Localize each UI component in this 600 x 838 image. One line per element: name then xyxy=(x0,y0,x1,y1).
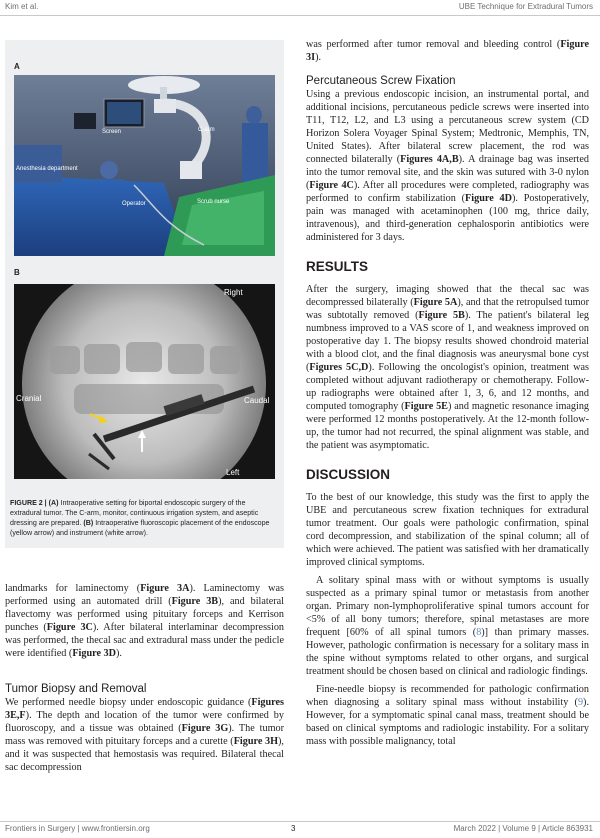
issue-footer: March 2022 | Volume 9 | Article 863931 xyxy=(453,824,593,833)
figure-ref[interactable]: Figure 3C xyxy=(46,622,93,633)
heading-tumor-biopsy: Tumor Biopsy and Removal xyxy=(5,683,147,695)
figure-ref[interactable]: Figure 5E xyxy=(404,401,448,412)
label-right: Right xyxy=(224,288,243,297)
fluoroscopy-image xyxy=(14,284,275,479)
caption-text-a: Intraoperative setting for biportal endoscopic surgery of the extradural tumor. The C-arm, monitor, continuous irrigation system, and aseptic dressing are prepared. xyxy=(10,499,259,527)
figure-ref[interactable]: Figure 3G xyxy=(181,723,229,734)
figure-ref[interactable]: Figure 4D xyxy=(465,193,512,204)
running-title: UBE Technique for Extradural Tumors xyxy=(458,2,593,11)
caption-text-b: Intraoperative fluoroscopic placement of the endoscope (yellow arrow) and instrument (white arrow). xyxy=(10,519,270,537)
footer-rule xyxy=(0,821,600,822)
figure-ref[interactable]: Figures 4A,B xyxy=(400,154,459,165)
page-number: 3 xyxy=(291,824,296,833)
heading-screw-fixation: Percutaneous Screw Fixation xyxy=(306,75,456,87)
label-left: Left xyxy=(226,468,240,477)
paragraph-biopsy: We performed needle biopsy under endoscopic guidance (Figures 3E,F). The depth and location of the tumor were confirmed by fluoroscopy, and a tissue was obtained (Figure 3G). The tumor mass was removed with pituitary forceps and a curette (Figure 3H), and it was suspected that hemostasis was required. Bilateral thecal sac decompression xyxy=(5,697,284,773)
journal-footer: Frontiers in Surgery | www.frontiersin.org xyxy=(5,824,150,833)
paragraph-discussion-1: To the best of our knowledge, this study was the first to apply the UBE and percutaneous screw fixation techniques for extradural tumor treatment. Our goals were pathologic confirmation, spinal cord decompression, and stabilization of the spinal column; all of which were achieved. The patient was satisfied with her dramatically improved clinical symptoms. xyxy=(306,492,589,568)
figure-ref[interactable]: Figure 3H xyxy=(233,736,279,747)
citation-link[interactable]: 8 xyxy=(476,627,482,638)
left-column xyxy=(5,582,284,774)
figure-ref[interactable]: Figure 3I xyxy=(306,39,589,63)
heading-discussion: DISCUSSION xyxy=(306,467,391,482)
heading-results: RESULTS xyxy=(306,259,369,274)
caption-label: FIGURE 2 | xyxy=(10,499,47,507)
figure-ref[interactable]: Figure 3A xyxy=(140,583,190,594)
label-caudal: Caudal xyxy=(244,396,270,405)
figure-ref[interactable]: Figure 3B xyxy=(171,596,219,607)
figure-ref[interactable]: Figure 3D xyxy=(72,648,116,659)
figure-ref[interactable]: Figures 5C,D xyxy=(309,362,369,373)
label-scrub-nurse: Scrub nurse xyxy=(197,199,230,205)
citation-link[interactable]: 9 xyxy=(577,697,584,708)
caption-marker-b: (B) xyxy=(83,519,94,527)
paragraph-discussion-3: Fine-needle biopsy is recommended for pathologic confirmation when diagnosing a solitary spinal mass without instability (9). However, for a symptomatic spinal canal mass, treatment should be based on clinical symptoms and radiologic instability. For a solitary mass with possible malignancy, total xyxy=(306,684,589,747)
paragraph-results: After the surgery, imaging showed that the thecal sac was decompressed bilaterally (Figure 5A), and that the retropulsed tumor was subtotally removed (Figure 5B). The patient's bilateral leg numbness improved to a VAS score of 1, and weakness improved on postoperative day 1. The biopsy results showed chondroid material with a blood clot, and the final diagnosis was aneurysmal bone cyst (Figures 5C,D). Following the oncologist's opinion, treatment was completed without adjuvant radiotherapy or chemotherapy. Follow-up radiographs were obtained after 1, 3, 6, and 12 months, and computed tomography (Figure 5E) and magnetic resonance imaging were performed 12 months postoperatively. At the 12-month follow-up, the tumor had not recurred, the spinal alignment was stable, and the patient was asymptomatic. xyxy=(306,284,590,451)
panel-b-label: B xyxy=(14,268,20,277)
figure-ref[interactable]: Figures 3E,F xyxy=(5,697,284,721)
paragraph-screw-fixation: Using a previous endoscopic incision, an instrumental portal, and additional incisions, percutaneous pedicle screws were inserted into T11, T12, L2, and L3 using a percutaneous screw system (CD Horizon Solera Voyager Spinal System; Medtronic, Memphis, TN, United States). After bilateral screw placement, the rod was connected bilaterally (Figures 4A,B). A drainage bag was inserted into the tumor removal site, and the skin was sutured with 3-0 nylon (Figure 4C). After all procedures were completed, radiography was performed to confirm stabilization (Figure 4D). Postoperatively, pain was managed with acetaminophen (100 mg, thrice daily, intravenous), and third-generation cephalosporin antibiotics were administered for 3 days. xyxy=(306,89,589,243)
label-anesthesia: Anesthesia department xyxy=(16,166,78,172)
label-screen: Screen xyxy=(102,129,122,135)
header-rule xyxy=(0,15,600,16)
right-column xyxy=(306,38,589,748)
running-author: Kim et al. xyxy=(5,2,39,11)
paragraph-laminectomy: landmarks for laminectomy (Figure 3A). Laminectomy was performed using an automated drill (Figure 3B), and bilateral flavectomy was performed using pituitary forceps and Kerrison punches (Figure 3C). After bilateral interlaminar decompression was performed, the thecal sac and extradural mass under the pedicle were identified (Figure 3D). xyxy=(5,583,285,659)
label-cranial: Cranial xyxy=(16,394,42,403)
figure-ref[interactable]: Figure 5B xyxy=(418,310,465,321)
paragraph-decompression-end: was performed after tumor removal and bleeding control (Figure 3I). xyxy=(306,39,589,63)
page-header xyxy=(0,0,600,15)
figure-ref[interactable]: Figure 4C xyxy=(309,180,354,191)
label-operator: Operator xyxy=(122,201,146,207)
label-c-arm: C-arm xyxy=(198,127,215,133)
paragraph-discussion-2: A solitary spinal mass with or without symptoms is usually suspected as a primary spinal tumor or metastasis from another organ. Primary non-lymphoproliferative spinal tumors account for <5% of all bony tumors; therefore, spinal metastases are more frequent [60% of all spinal tumors (8)] than primary masses. However, pathologic confirmation is necessary for a solitary mass in the spine without symptoms related to other organs, and surgical treatment should be chosen based on clinical and radiologic findings. xyxy=(306,575,590,677)
figure-ref[interactable]: Figure 5A xyxy=(413,297,458,308)
operating-room-photo xyxy=(14,75,275,256)
figure-caption xyxy=(10,498,276,538)
caption-marker-a: (A) xyxy=(48,499,59,507)
panel-a-label: A xyxy=(14,62,20,71)
page-footer xyxy=(0,824,600,836)
